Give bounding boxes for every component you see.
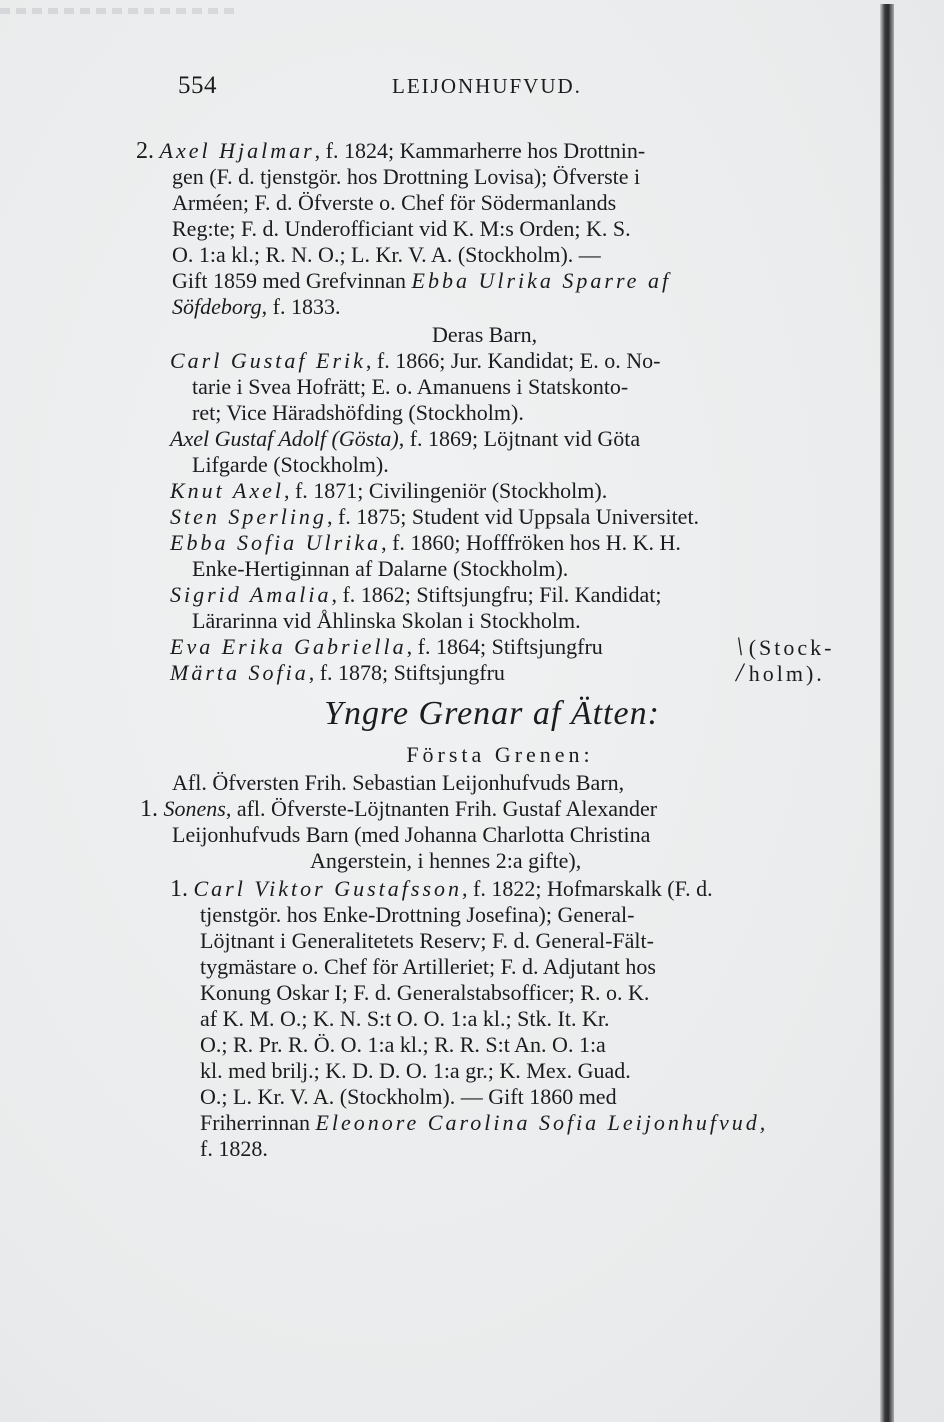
- shared-residence-bottom: [736, 658, 825, 689]
- entry-text: , f. 1824; Kammarherre hos Drottnin-: [314, 138, 646, 163]
- entry-line: [172, 292, 340, 322]
- child-text: , f. 1866; Jur. Kandidat; E. o. No-: [365, 348, 661, 373]
- entry-line: Konung Oskar I; F. d. Generalstabsofficer; R. o. K.: [200, 980, 650, 1005]
- child-continuation: ret; Vice Häradshöfding (Stockholm).: [192, 400, 524, 425]
- entry-text: Gift 1859 med Grefvinnan: [172, 268, 412, 293]
- section-subheading: Första Grenen:: [406, 742, 594, 767]
- running-title: LEIJONHUFVUD.: [392, 74, 582, 98]
- entry-line: O.; L. Kr. V. A. (Stockholm). — Gift 1860 med: [200, 1084, 617, 1109]
- child-entry: [170, 658, 505, 688]
- spouse-name: Ebba Ulrika Sparre af: [411, 268, 672, 293]
- child-text: , f. 1864; Stiftsjungfru: [406, 634, 603, 659]
- brace-bottom: /: [736, 658, 744, 687]
- child-name: Ebba Sofia Ulrika: [170, 530, 382, 555]
- entry-line: gen (F. d. tjenstgör. hos Drottning Lovisa); Öfverste i: [172, 164, 641, 189]
- entry-line: [200, 1108, 768, 1138]
- child-name: Axel Gustaf Adolf (Gösta): [170, 426, 399, 451]
- child-name: Eva Erika Gabriella: [170, 634, 407, 659]
- child-name: Sigrid Amalia: [170, 582, 332, 607]
- child-continuation: Lärarinna vid Åhlinska Skolan i Stockholm.: [192, 608, 581, 633]
- son-text: , afl. Öfverste-Löjtnanten Frih. Gustaf Alexander: [225, 796, 658, 821]
- entry-line: tjenstgör. hos Enke-Drottning Josefina); General-: [200, 902, 635, 927]
- entry-number: 1.: [170, 876, 188, 902]
- entry-line: O.; R. Pr. R. Ö. O. 1:a kl.; R. R. S:t An. O. 1:a: [200, 1032, 606, 1057]
- child-continuation: Lifgarde (Stockholm).: [192, 452, 389, 477]
- child-text: , f. 1869; Löjtnant vid Göta: [398, 426, 641, 451]
- entry-text: Friherrinnan: [200, 1110, 316, 1135]
- entry-line: Reg:te; F. d. Underofficiant vid K. M:s Orden; K. S.: [172, 216, 631, 241]
- child-name: Märta Sofia: [170, 660, 309, 685]
- children-heading: Deras Barn,: [432, 322, 538, 347]
- residence-text: holm).: [748, 661, 825, 686]
- entry-text: , f. 1822; Hofmarskalk (F. d.: [462, 876, 713, 901]
- entry-line: tygmästare o. Chef för Artilleriet; F. d. Adjutant hos: [200, 954, 656, 979]
- person-name: Carl Viktor Gustafsson: [193, 876, 463, 901]
- child-text: , f. 1875; Student vid Uppsala Universitet.: [326, 504, 700, 529]
- entry-text: , f. 1833.: [261, 294, 341, 319]
- running-head: [178, 72, 878, 108]
- entry-line: kl. med brilj.; K. D. D. O. 1:a gr.; K. Mex. Guad.: [200, 1058, 631, 1083]
- entry-number: 1.: [140, 796, 158, 822]
- child-text: , f. 1878; Stiftsjungfru: [308, 660, 505, 685]
- brace-top: \: [736, 632, 744, 661]
- son-continuation: Leijonhufvuds Barn (med Johanna Charlotta Christina: [172, 822, 651, 847]
- page-number: 554: [178, 72, 217, 99]
- child-name: Carl Gustaf Erik: [170, 348, 366, 373]
- section-heading: Yngre Grenar af Ätten:: [324, 695, 660, 732]
- entry-line: Löjtnant i Generalitetets Reserv; F. d. General-Fält-: [200, 928, 654, 953]
- child-text: , f. 1860; Hofffröken hos H. K. H.: [381, 530, 681, 555]
- child-name: Knut Axel: [170, 478, 284, 503]
- place-name: Söfdeborg: [172, 294, 262, 319]
- child-continuation: Enke-Hertiginnan af Dalarne (Stockholm).: [192, 556, 569, 581]
- section-intro: Afl. Öfversten Frih. Sebastian Leijonhufvuds Barn,: [172, 770, 625, 795]
- entry-line: O. 1:a kl.; R. N. O.; L. Kr. V. A. (Stockholm). —: [172, 242, 601, 267]
- bleed-through-text: [0, 8, 240, 14]
- son-continuation: Angerstein, i hennes 2:a gifte),: [310, 848, 582, 873]
- entry-line: f. 1828.: [200, 1136, 268, 1161]
- child-name: Sten Sperling: [170, 504, 327, 529]
- child-continuation: tarie i Svea Hofrätt; E. o. Amanuens i Statskonto-: [192, 374, 629, 399]
- son-label: Sonens: [163, 796, 226, 821]
- entry-line: af K. M. O.; K. N. S:t O. O. 1:a kl.; Stk. It. Kr.: [200, 1006, 610, 1031]
- child-text: , f. 1871; Civilingeniör (Stockholm).: [283, 478, 608, 503]
- entry-line: Arméen; F. d. Öfverste o. Chef för Södermanlands: [172, 190, 617, 215]
- entry-number: 2.: [136, 138, 154, 164]
- child-text: , f. 1862; Stiftsjungfru; Fil. Kandidat;: [331, 582, 662, 607]
- residence-text: (Stock-: [748, 635, 835, 660]
- spouse-name: Eleonore Carolina Sofia Leijonhufvud,: [315, 1110, 769, 1135]
- person-name: Axel Hjalmar: [159, 138, 315, 163]
